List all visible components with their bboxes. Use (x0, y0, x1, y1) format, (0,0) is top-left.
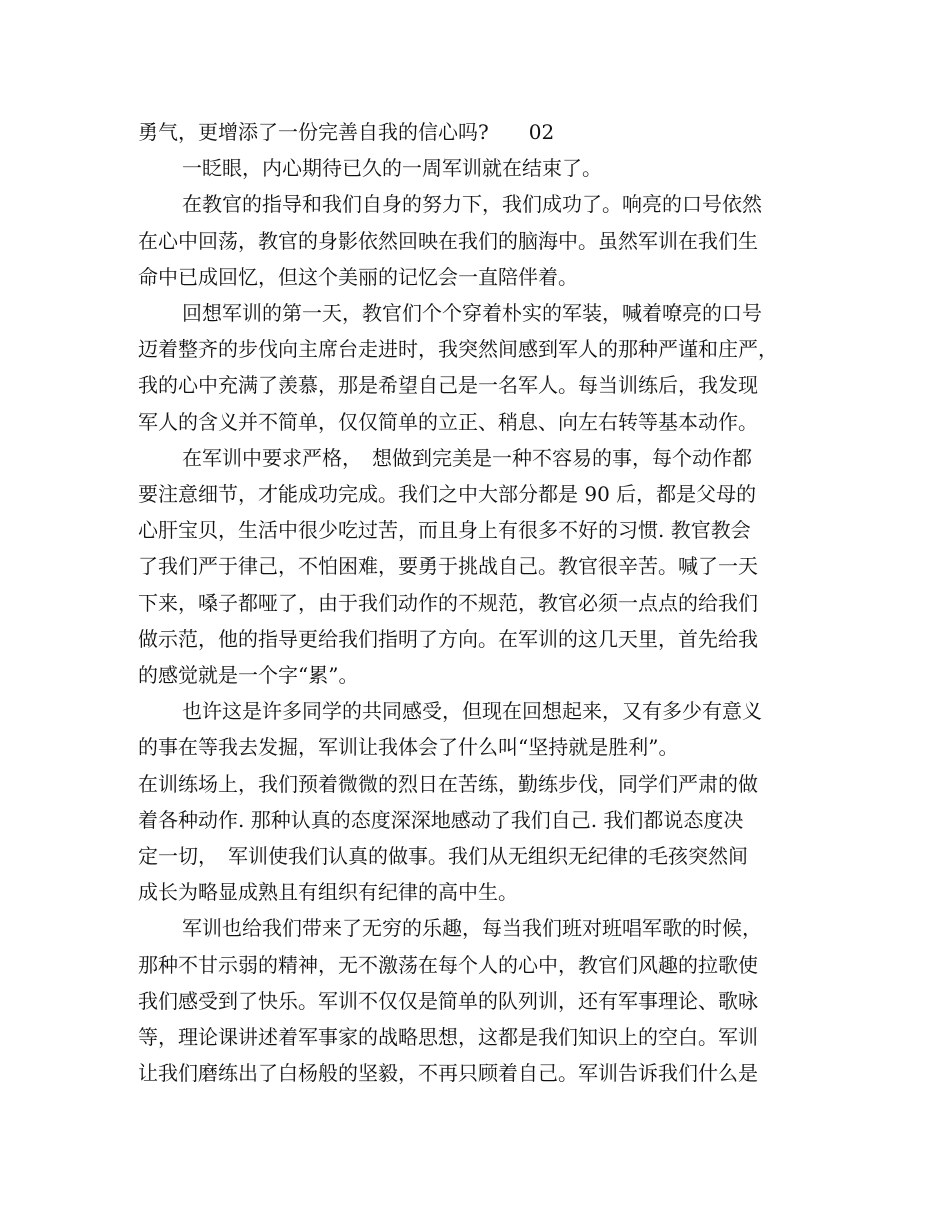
text-line: 在教官的指导和我们自身的努力下，我们成功了。响亮的口号依然 (182, 192, 762, 217)
text-line: 军人的含义并不简单，仅仅简单的立正、稍息、向左右转等基本动作。 (138, 409, 758, 434)
text-line: 命中已成回忆，但这个美丽的记忆会一直陪伴着。 (138, 264, 578, 289)
text-line: 也许这是许多同学的共同感受，但现在回想起来，又有多少有意义 (182, 699, 762, 724)
text-line: 军训也给我们带来了无穷的乐趣，每当我们班对班唱军歌的时候， (182, 916, 762, 941)
text-line: 了我们严于律己，不怕困难，要勇于挑战自己。教官很辛苦。喊了一天 (138, 554, 758, 579)
text-line: 做示范，他的指导更给我们指明了方向。在军训的这几天里，首先给我 (138, 626, 758, 651)
text-line: 着各种动作. 那种认真的态度深深地感动了我们自己. 我们都说态度决 (138, 807, 744, 832)
text-line: 那种不甘示弱的精神，无不激荡在每个人的心中，教官们风趣的拉歌使 (138, 952, 758, 977)
text-line: 心肝宝贝，生活中很少吃过苦，而且身上有很多不好的习惯. 教官教会 (138, 518, 751, 543)
text-line: 的感觉就是一个字“累”。 (138, 663, 359, 688)
text-line: 定一切， 军训使我们认真的做事。我们从无组织无纪律的毛孩突然间 (138, 844, 748, 869)
text-line: 我的心中充满了羡慕，那是希望自己是一名军人。每当训练后，我发现 (138, 373, 758, 398)
text-line: 在军训中要求严格， 想做到完美是一种不容易的事，每个动作都 (182, 445, 752, 470)
text-line: 回想军训的第一天，教官们个个穿着朴实的军装，喊着嘹亮的口号 (182, 301, 762, 326)
text-line: 我们感受到了快乐。军训不仅仅是简单的队列训，还有军事理论、歌咏 (138, 988, 758, 1013)
text-line: 等，理论课讲述着军事家的战略思想，这都是我们知识上的空白。军训 (138, 1025, 758, 1050)
text-line: 成长为略显成熟且有组织有纪律的高中生。 (138, 880, 518, 905)
text-line: 勇气，更增添了一份完善自我的信心吗? 02 (138, 120, 555, 144)
text-line: 的事在等我去发掘，军训让我体会了什么叫“坚持就是胜利”。 (138, 735, 679, 760)
body-text (138, 114, 814, 1091)
text-line: 迈着整齐的步伐向主席台走进时，我突然间感到军人的那种严谨和庄严， (138, 337, 778, 362)
text-line: 在训练场上，我们预着微微的烈日在苦练，勤练步伐，同学们严肃的做 (138, 771, 758, 796)
text-line: 要注意细节，才能成功完成。我们之中大部分都是 90 后，都是父母的 (138, 482, 757, 507)
text-line: 在心中回荡，教官的身影依然回映在我们的脑海中。虽然军训在我们生 (138, 228, 758, 253)
text-line: 一眨眼，内心期待已久的一周军训就在结束了。 (182, 156, 602, 181)
text-line: 让我们磨练出了白杨般的坚毅，不再只顾着自己。军训告诉我们什么是 (138, 1061, 758, 1086)
text-line: 下来，嗓子都哑了，由于我们动作的不规范，教官必须一点点的给我们 (138, 590, 758, 615)
